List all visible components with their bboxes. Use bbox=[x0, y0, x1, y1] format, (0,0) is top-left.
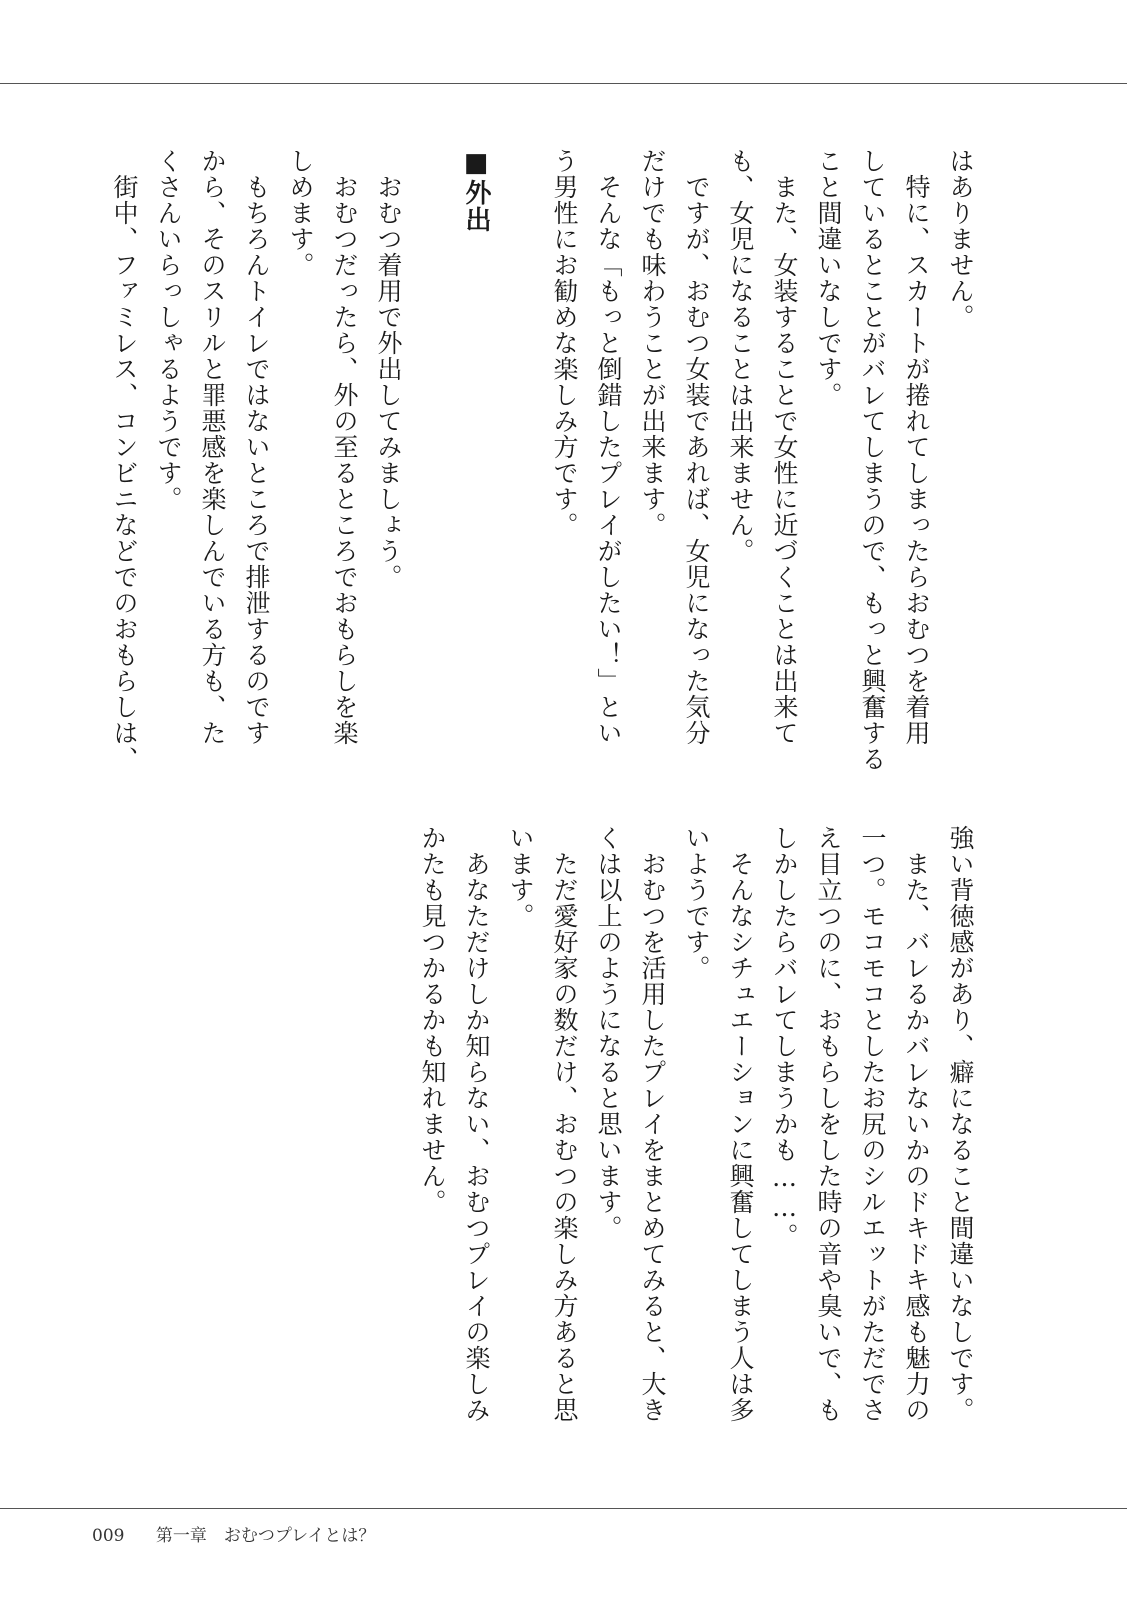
paragraph: ただ愛好家の数だけ、おむつの楽しみ方あると思 bbox=[550, 825, 579, 1423]
paragraph: くは以上のようになると思います。 bbox=[594, 825, 623, 1241]
chapter-title: 第一章 おむつプレイとは？ bbox=[155, 1526, 376, 1546]
paragraph: はありません。 bbox=[946, 148, 975, 330]
section-heading: ■外出 bbox=[461, 148, 491, 233]
text-block-top bbox=[102, 148, 982, 772]
paragraph: あなただけしか知らない、おむつプレイの楽しみ bbox=[462, 825, 491, 1423]
paragraph: 強い背徳感があり、癖になること間違いなしです。 bbox=[946, 825, 975, 1423]
paragraph: おむつ着用で外出してみましょう。 bbox=[374, 148, 403, 590]
paragraph: だけでも味わうことが出来ます。 bbox=[638, 148, 667, 538]
paragraph: また、バレるかバレないかのドキドキ感も魅力の bbox=[902, 825, 931, 1423]
paragraph: 特に、スカートが捲れてしまったらおむつを着用 bbox=[902, 148, 931, 746]
paragraph: くさんいらっしゃるようです。 bbox=[154, 148, 183, 512]
page-number: 009 bbox=[92, 1526, 125, 1546]
paragraph: そんな「もっと倒錯したプレイがしたい！」とい bbox=[594, 148, 623, 746]
paragraph: います。 bbox=[506, 825, 535, 929]
paragraph: 街中、ファミレス、コンビニなどでのおもらしは、 bbox=[110, 148, 139, 772]
paragraph: もちろんトイレではないところで排泄するのです bbox=[242, 148, 271, 746]
paragraph: え目立つのに、おもらしをした時の音や臭いで、も bbox=[814, 825, 843, 1423]
paragraph: おむつだったら、外の至るところでおもらしを楽 bbox=[330, 148, 359, 746]
paragraph: しかしたらバレてしまうかも……。 bbox=[770, 825, 799, 1249]
paragraph: また、女装することで女性に近づくことは出来て bbox=[770, 148, 799, 746]
bottom-rule bbox=[0, 1508, 1127, 1509]
paragraph: おむつを活用したプレイをまとめてみると、大き bbox=[638, 825, 667, 1423]
page-footer bbox=[92, 1521, 375, 1546]
paragraph: 一つ。モコモコとしたお尻のシルエットがただでさ bbox=[858, 825, 887, 1423]
paragraph: から、そのスリルと罪悪感を楽しんでいる方も、た bbox=[198, 148, 227, 746]
paragraph: いようです。 bbox=[682, 825, 711, 981]
paragraph: う男性にお勧めな楽しみ方です。 bbox=[550, 148, 579, 538]
paragraph: しているとことがバレてしまうので、もっと興奮する bbox=[858, 148, 887, 772]
paragraph: しめます。 bbox=[286, 148, 315, 278]
paragraph: ですが、おむつ女装であれば、女児になった気分 bbox=[682, 148, 711, 746]
text-block-bottom bbox=[410, 825, 982, 1445]
paragraph: そんなシチュエーションに興奮してしまう人は多 bbox=[726, 825, 755, 1423]
paragraph: かたも見つかるかも知れません。 bbox=[418, 825, 447, 1215]
paragraph: も、女児になることは出来ません。 bbox=[726, 148, 755, 564]
top-rule bbox=[0, 83, 1127, 84]
paragraph: こと間違いなしです。 bbox=[814, 148, 843, 408]
